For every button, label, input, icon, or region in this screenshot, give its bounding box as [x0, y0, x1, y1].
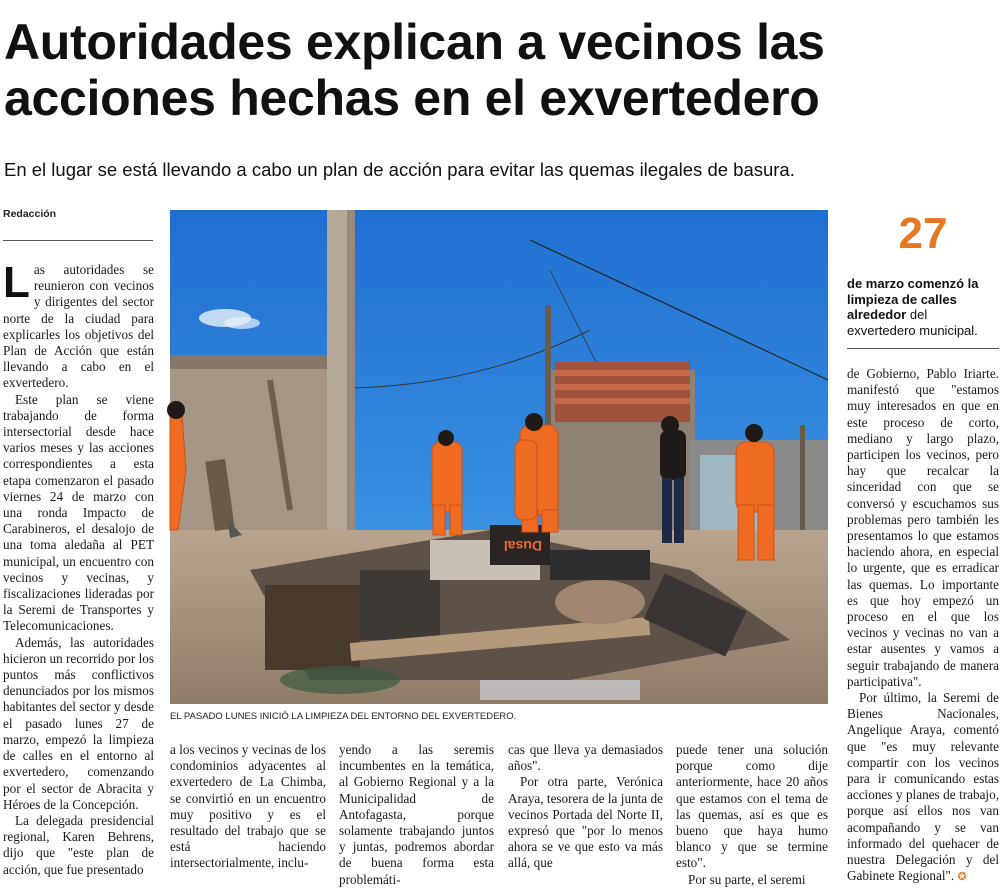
body-column-3 — [339, 742, 494, 887]
body-paragraph: yendo a las seremis incumbentes en la temática, al Gobierno Regional y a la Municipalidad de Antofagasta, porque solamente trabajando juntos y juntas, podremos abordar de buena forma esta problemáti- — [339, 742, 494, 887]
fact-box-text — [847, 276, 999, 338]
body-column-5 — [676, 742, 828, 887]
lead-paragraph-text: as autoridades se reunieron con vecinos y dirigentes del sector norte de la ciudad para explicarles los objetivos del Plan de Acción que están llevando a cabo en el exvertedero. — [3, 262, 154, 391]
body-column-6 — [847, 366, 999, 884]
body-column-1 — [3, 258, 154, 877]
body-paragraph: Además, las autoridades hicieron un recorrido por los puntos más conflictivos denunciados por los mismos habitantes del sector y desde el pasado lunes 27 de marzo, empezó la limpieza de calles en el entorno al exvertedero, comenzando por el sector de Abracita y Héroes de la Concepción. — [3, 634, 154, 812]
fact-box-number: 27 — [898, 209, 948, 258]
photo-caption: EL PASADO LUNES INICIÓ LA LIMPIEZA DEL ENTORNO DEL EXVERTEDERO. — [170, 711, 517, 722]
headline-line-1: Autoridades explican a vecinos las — [4, 14, 825, 70]
fact-box-text-bold: de marzo comenzó la limpieza de calles alrededor — [847, 276, 979, 323]
body-paragraph: de Gobierno, Pablo Iriarte. manifestó que "estamos muy interesados en que en este proceso de corto, mediano y largo plazo, participen los vecinos, pero hay que recalcar la sinceridad con que se conversó y escuchamos sus problemas pero también les presentamos lo que estamos haciendo ahora, en especial lo urgente, que es erradicar las quemas. Lo importante es que hoy empezó un proceso en el que los vecinos y vecinas no van a estar ausentes y vamos a seguir trabajando de manera participativa". — [847, 366, 999, 689]
closing-paragraph-text: Por último, la Seremi de Bienes Nacionales, Angelique Araya, comentó que "es muy relevante compartir con los vecinos para ir comunicando estas acciones y planes de trabajo, porque así ellos nos van acompañando y se van informado del quehacer de nuestra Delegación y del Gabinete Regional". — [847, 690, 999, 884]
body-paragraph: Por otra parte, Verónica Araya, tesorera de la junta de vecinos Portada del Norte II, expresó que "por lo menos ahora se ve que esto va más allá, que — [508, 774, 663, 871]
byline-divider — [3, 240, 153, 241]
article-photo — [170, 210, 828, 704]
fact-box-divider — [847, 348, 999, 349]
body-paragraph: a los vecinos y vecinas de los condominios adyacentes al exvertedero de La Chimba, se convirtió en un encuentro muy positivo y es el resultado del trabajo que se está haciendo intersectorialmente, inclu- — [170, 742, 326, 871]
headline-line-2: acciones hechas en el exvertedero — [4, 70, 820, 126]
body-paragraph: Por su parte, el seremi — [688, 871, 806, 887]
body-column-4 — [508, 742, 663, 871]
fact-box-text-rest: del exvertedero municipal. — [847, 307, 978, 338]
body-paragraph: cas que lleva ya demasiados años". — [508, 742, 663, 774]
body-column-2 — [170, 742, 326, 871]
body-paragraph: La delegada presidencial regional, Karen Behrens, dijo que "este plan de acción, que fue presentado — [3, 812, 154, 877]
subheadline: En el lugar se está llevando a cabo un plan de acción para evitar las quemas ilegales de basura. — [4, 159, 795, 180]
byline: Redacción — [3, 208, 57, 220]
end-mark-icon: ✪ — [957, 871, 967, 884]
drop-cap: L — [3, 258, 30, 307]
body-paragraph: Este plan se viene trabajando de forma intersectorial desde hace varios meses y las acciones correspondientes a esta etapa comenzaron el pasado viernes 24 de marzo con una ronda Impacto de Carabineros, el desalojo de una toma aledaña al PET municipal, un encuentro con vecinos y vecinas, y fiscalizaciones lideradas por la Seremi de Transportes y Telecomunicaciones. — [3, 391, 154, 634]
headline — [4, 14, 996, 126]
body-paragraph: puede tener una solución porque como dije anteriormente, hace 20 años que estamos con el tema de las quemas, así es que es bueno que haya humo blanco y que se termine esto". — [676, 742, 828, 871]
box-label: Dusal — [503, 538, 542, 554]
body-paragraph — [847, 690, 999, 885]
lead-paragraph — [3, 258, 154, 392]
